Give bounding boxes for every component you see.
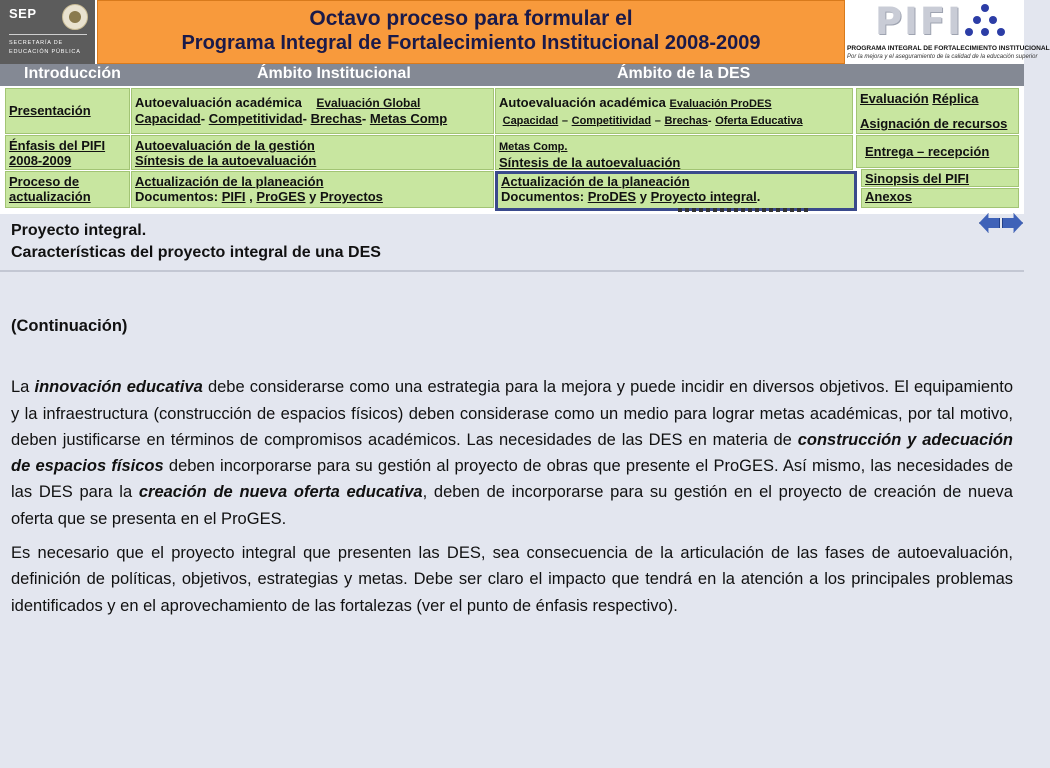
proceso-line1: Proceso de [9,174,80,189]
proceso-link[interactable] [9,174,91,204]
nav-cell-anexos [861,188,1019,208]
des-oferta-link[interactable]: Oferta Educativa [715,115,803,127]
nav-cell-inst-gestion [131,135,494,170]
evaluacion-link[interactable]: Evaluación [860,91,929,106]
inst-competitividad-link[interactable]: Competitividad [208,111,303,126]
inst-metas-comp-link[interactable]: Metas Comp [369,111,448,126]
separator: - [302,111,307,126]
des-brechas-link[interactable]: Brechas [664,115,708,127]
replica-link[interactable]: Réplica [932,91,979,106]
continuation-label: (Continuación) [11,317,128,335]
inst-proges-link[interactable]: ProGES [256,189,306,204]
nav-cell-inst-autoeval [131,88,494,134]
inst-actualizacion-link[interactable]: Actualización de la planeación [135,174,324,189]
nav-cell-des-actualizacion [495,171,857,211]
inst-pifi-link[interactable]: PIFI [221,189,246,204]
nav-cell-presentacion [5,88,130,134]
page-title-line2: Programa Integral de Fortalecimiento Institucional 2008-2009 [181,32,761,54]
para1-emphasis-2: construcción y adecuación de espacios físicos [11,430,1013,476]
pifi-dot-icon [981,28,989,36]
des-autoeval-label: Autoevaluación académica [499,95,666,110]
pifi-dot-icon [965,28,973,36]
entrega-link[interactable]: Entrega – recepción [865,144,990,159]
sep-logo-divider [9,34,87,35]
separator: – [654,115,661,127]
tab-ambito-des[interactable]: Ámbito de la DES [617,65,751,82]
section-subtitle: Características del proyecto integral de una DES [11,244,381,261]
enfasis-line2: 2008-2009 [9,153,72,168]
inst-gestion-link[interactable]: Autoevaluación de la gestión [135,138,315,153]
sep-logo-line1: SECRETARÍA DE [9,40,64,46]
para1-emphasis-3: creación de nueva oferta educativa [138,483,423,502]
anexos-link[interactable]: Anexos [865,189,912,204]
separator: - [361,111,367,126]
nav-cell-des-autoeval [495,88,853,134]
conjunction: y [639,189,647,204]
nav-cell-sinopsis [861,169,1019,187]
separator: - [200,111,206,126]
nav-cell-entrega [856,135,1019,168]
des-actualizacion-link[interactable]: Actualización de la planeación [501,174,690,189]
inst-autoeval-label: Autoevaluación académica [135,95,302,110]
section-title: Proyecto integral. [11,222,147,239]
mexico-seal-icon [62,4,88,30]
pifi-dot-icon [973,16,981,24]
des-capacidad-link[interactable]: Capacidad [502,115,559,127]
para1-text-3: deben incorporarse para su gestión al proyecto de obras que presente el ProGES. Así mismo, las necesidades de las DES para la [11,457,1013,502]
inst-capacidad-link[interactable]: Capacidad [135,111,201,126]
sinopsis-link[interactable]: Sinopsis del PIFI [865,171,970,186]
enfasis-line1: Énfasis del PIFI [9,138,106,153]
nav-tab-bar [0,64,1024,86]
separator: – [561,115,569,127]
des-competitividad-link[interactable]: Competitividad [571,115,652,127]
separator: , [249,189,253,204]
separator: . [756,189,761,204]
tab-ambito-institucional[interactable]: Ámbito Institucional [257,65,411,82]
des-sintesis-link[interactable]: Síntesis de la autoevaluación [499,155,681,170]
pifi-dot-icon [989,16,997,24]
nav-cell-evaluacion [856,88,1019,134]
enfasis-link[interactable] [9,138,105,168]
pifi-dot-icon [981,4,989,12]
nav-cell-inst-actualizacion [131,171,494,208]
des-metas-comp-link[interactable]: Metas Comp. [499,141,568,153]
inst-evaluacion-global-link[interactable]: Evaluación Global [316,96,421,110]
tab-introduccion[interactable]: Introducción [24,65,121,82]
section-header [0,214,1024,272]
des-documentos-label: Documentos: [501,189,585,204]
header [0,0,1050,64]
para1-text-4: , deben de incorporarse para su gestión en el proyecto de creación de nueva oferta que se presenta en el ProGES. [11,483,1013,528]
page-title-line1: Octavo proceso para formular el [309,7,633,30]
des-evaluacion-prodes-link[interactable]: Evaluación ProDES [669,98,772,110]
conjunction: y [309,189,317,204]
des-prodes-link[interactable]: ProDES [587,189,637,204]
des-proyecto-integral-link[interactable]: Proyecto integral [650,189,757,204]
pifi-logo [847,0,1050,64]
separator: - [707,115,712,127]
pifi-logo-word: PIFI [875,0,963,43]
inst-proyectos-link[interactable]: Proyectos [320,189,383,204]
main-content [11,313,1013,619]
nav-cell-des-metas [495,135,853,170]
asignacion-link[interactable]: Asignación de recursos [860,116,1008,131]
sep-logo [0,0,95,64]
focus-indicator [678,208,808,212]
paragraph-2: Es necesario que el proyecto integral que presenten las DES, sea consecuencia de la articulación de las fases de autoevaluación, definición de políticas, objetivos, estrategias y metas. Debe ser claro el impacto que tendrá en la atención a los principales problemas identificados y en el aprovechamiento de las fortalezas (ver el punto de énfasis respectivo). [11,544,1013,615]
para1-emphasis-1: innovación educativa [34,378,203,397]
para1-text-1: La [11,378,35,397]
para1-text-2: debe considerarse como una estrategia para la mejora y puede incidir en diversos objetivos. El equipamiento y la infraestructura (construcción de espacios físicos) deben considerase como un medio para lograr metas académicas, por tal motivo, deben justificarse en términos de compromisos académicos. Las necesidades de las DES en materia de [11,378,1014,449]
title-box [97,0,845,64]
inst-documentos-label: Documentos: [135,189,219,204]
proceso-line2: actualización [9,189,91,204]
nav-cell-proceso [5,171,130,208]
navigation-panel [0,64,1024,214]
pifi-logo-caption2: Por la mejora y el aseguramiento de la calidad de la educación superior [847,54,1038,60]
nav-cell-enfasis [5,135,130,170]
sep-logo-name: SEP [9,6,37,21]
sep-logo-line2: EDUCACIÓN PÚBLICA [9,49,81,55]
inst-sintesis-link[interactable]: Síntesis de la autoevaluación [135,153,317,168]
inst-brechas-link[interactable]: Brechas [310,111,362,126]
presentacion-link[interactable]: Presentación [9,103,91,118]
pifi-logo-caption1: PROGRAMA INTEGRAL DE FORTALECIMIENTO INSTITUCIONAL [847,45,1050,52]
paragraph-1 [11,374,1013,532]
pifi-dot-icon [997,28,1005,36]
